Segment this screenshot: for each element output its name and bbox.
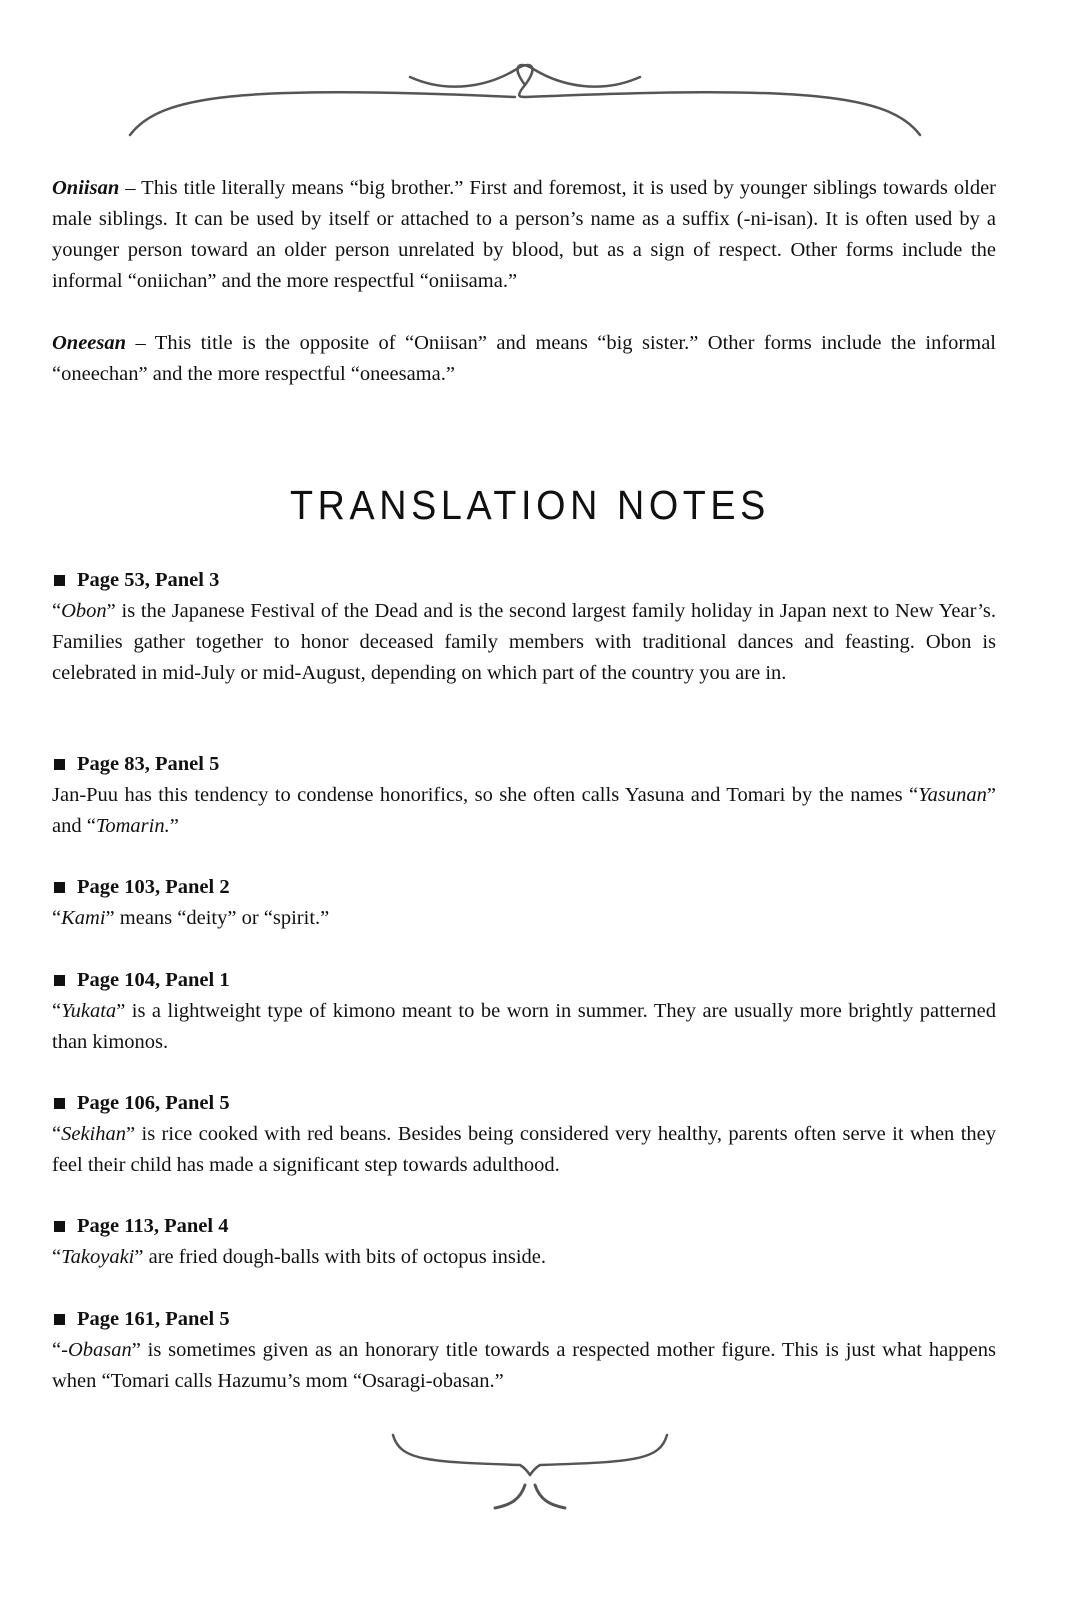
translation-note <box>52 872 996 934</box>
note-heading-text: Page 103, Panel 2 <box>77 876 230 898</box>
note-heading-text: Page 106, Panel 5 <box>77 1092 230 1114</box>
note-heading-text: Page 161, Panel 5 <box>77 1308 230 1330</box>
note-heading-text: Page 83, Panel 5 <box>77 753 220 775</box>
note-text: “ <box>52 600 62 622</box>
bullet-square-icon <box>54 1314 65 1325</box>
note-text: ” is a lightweight type of kimono meant to be worn in summer. They are usually more brightly patterned than kimonos. <box>52 1000 996 1053</box>
note-term: Yukata <box>61 1000 117 1022</box>
note-body <box>52 903 996 934</box>
note-body <box>52 996 996 1058</box>
note-heading-text: Page 53, Panel 3 <box>77 569 220 591</box>
note-body <box>52 1119 996 1181</box>
glossary-entry-oneesan <box>52 328 996 390</box>
note-text: ” is sometimes given as an honorary title towards a respected mother figure. This is just what happens when “Tomari calls Hazumu’s mom “Osaragi-obasan.” <box>52 1339 996 1392</box>
note-heading <box>52 1211 996 1242</box>
note-heading <box>52 749 996 780</box>
note-text: ” and “ <box>52 784 996 837</box>
note-text: ” means “deity” or “spirit.” <box>105 907 330 929</box>
glossary-definition: – This title literally means “big brother.” First and foremost, it is used by younger siblings towards older male siblings. It can be used by itself or attached to a person’s name as a suffix (-ni-isan). It is often used by a younger person toward an older person unrelated by blood, but as a sign of respect. Other forms include the informal “oniichan” and the more respectful “oniisama.” <box>52 177 996 292</box>
note-term: Obon <box>61 600 107 622</box>
note-term: Sekihan <box>61 1123 127 1145</box>
note-heading <box>52 1088 996 1119</box>
note-term: Obasan <box>67 1339 132 1361</box>
note-heading <box>52 965 996 996</box>
translation-note <box>52 1304 996 1397</box>
bullet-square-icon <box>54 575 65 586</box>
glossary-term: Oniisan <box>52 177 120 199</box>
note-heading-text: Page 104, Panel 1 <box>77 969 230 991</box>
section-title: TRANSLATION NOTES <box>290 482 770 528</box>
note-body <box>52 780 996 842</box>
top-ornament-icon <box>120 55 930 140</box>
note-text: “ <box>52 907 62 929</box>
note-text: ” is the Japanese Festival of the Dead and is the second largest family holiday in Japan next to New Year’s. Families gather together to honor deceased family members with traditional dances and feasting. Obon is celebrated in mid-July or mid-August, depending on which part of the country you are in. <box>52 600 996 684</box>
note-heading <box>52 565 996 596</box>
glossary-definition: – This title is the opposite of “Oniisan” and means “big sister.” Other forms include the informal “oneechan” and the more respectful “oneesama.” <box>52 332 996 385</box>
note-body <box>52 1335 996 1397</box>
bottom-ornament-icon <box>385 1430 675 1515</box>
note-term: Yasunan <box>918 784 987 806</box>
glossary-entry-oniisan <box>52 173 996 297</box>
note-text: “ <box>52 1246 62 1268</box>
bullet-square-icon <box>54 1221 65 1232</box>
bullet-square-icon <box>54 1098 65 1109</box>
bullet-square-icon <box>54 975 65 986</box>
translation-note <box>52 565 996 689</box>
note-text: ” are fried dough-balls with bits of octopus inside. <box>134 1246 546 1268</box>
note-heading <box>52 1304 996 1335</box>
note-text: “- <box>52 1339 68 1361</box>
bullet-square-icon <box>54 882 65 893</box>
translation-note <box>52 965 996 1058</box>
note-heading-text: Page 113, Panel 4 <box>77 1215 229 1237</box>
translation-note <box>52 1088 996 1181</box>
note-text: Jan-Puu has this tendency to condense honorifics, so she often calls Yasuna and Tomari by the names “ <box>52 784 919 806</box>
note-term: Takoyaki <box>61 1246 135 1268</box>
note-text: ” <box>169 815 179 837</box>
note-body <box>52 596 996 689</box>
note-heading <box>52 872 996 903</box>
glossary-term: Oneesan <box>52 332 127 354</box>
note-text: ” is rice cooked with red beans. Besides being considered very healthy, parents often serve it when they feel their child has made a significant step towards adulthood. <box>52 1123 996 1176</box>
translation-note <box>52 749 996 842</box>
bullet-square-icon <box>54 759 65 770</box>
translation-note <box>52 1211 996 1273</box>
note-text: “ <box>52 1123 62 1145</box>
note-term: Kami <box>61 907 106 929</box>
note-term: Tomarin. <box>95 815 170 837</box>
note-body <box>52 1242 996 1273</box>
note-text: “ <box>52 1000 62 1022</box>
